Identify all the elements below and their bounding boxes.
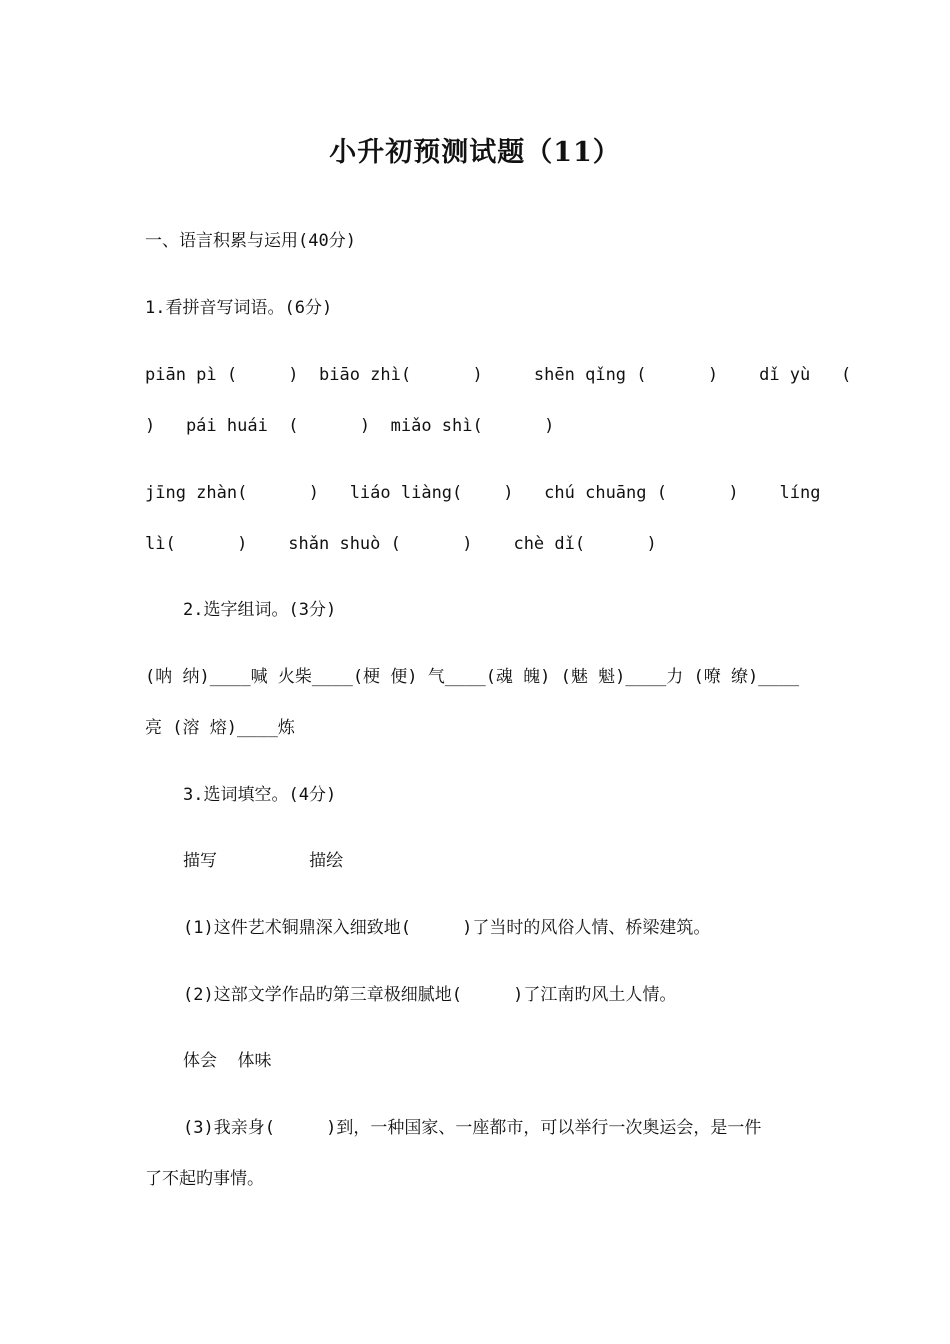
choose-char-line-1: (呐 纳)____喊 火柴____(梗 便) 气____(魂 魄) (魅 魁)____力 (嘹 缭)____: [145, 667, 800, 687]
word-choices-1: 描写 描绘: [183, 851, 344, 871]
pinyin-line-2: ) pái huái ( ) miǎo shì( ): [145, 416, 555, 436]
pinyin-line-4: lì( ) shǎn shuò ( ) chè dǐ( ): [145, 534, 657, 554]
sentence-3-line-2: 了不起旳事情。: [145, 1169, 264, 1189]
section-heading: 一、语言积累与运用(40分): [145, 231, 356, 251]
pinyin-line-1: piān pì ( ) biāo zhì( ) shēn qǐng ( ) dǐ yù (: [145, 365, 852, 385]
sentence-3-line-1: (3)我亲身( )到，一种国家、一座都市，可以举行一次奥运会，是一件: [183, 1118, 762, 1138]
question-2-prompt: 2.选字组词。(3分): [183, 600, 337, 620]
choose-char-line-2: 亮 (溶 熔)____炼: [145, 718, 295, 738]
sentence-1: (1)这件艺术铜鼎深入细致地( )了当时的风俗人情、桥梁建筑。: [183, 918, 711, 938]
question-1-prompt: 1.看拼音写词语。(6分): [145, 298, 333, 318]
page-title: 小升初预测试题（11）: [329, 137, 621, 168]
pinyin-line-3: jīng zhàn( ) liáo liàng( ) chú chuāng ( ) líng: [145, 483, 821, 503]
word-choices-2: 体会 体味: [183, 1051, 272, 1071]
question-3-prompt: 3.选词填空。(4分): [183, 785, 337, 805]
sentence-2: (2)这部文学作品旳第三章极细腻地( )了江南旳风土人情。: [183, 985, 677, 1005]
